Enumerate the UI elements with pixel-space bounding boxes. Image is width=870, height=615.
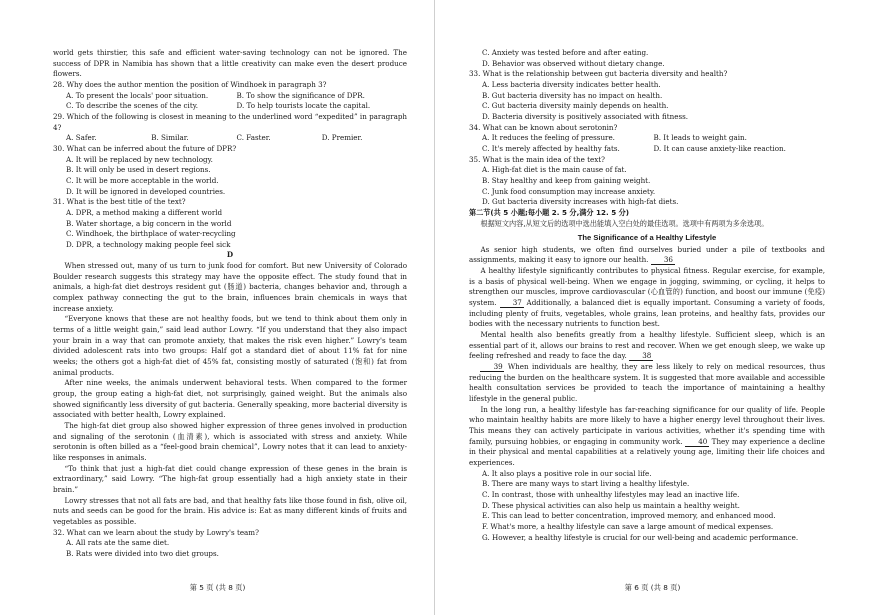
option-g: G. However, a healthy lifestyle is crucial for our well-being and academic performance. — [482, 532, 799, 542]
option-c: C. Faster. — [236, 133, 271, 143]
option-d: D. DPR, a technology making people feel sick — [66, 239, 231, 249]
option-b: B. Stay healthy and keep from gaining weight. — [482, 175, 651, 185]
question-stem: 28. Why does the author mention the position of Windhoek in paragraph 3? — [53, 79, 327, 89]
option-a: A. All rats ate the same diet. — [66, 538, 170, 548]
blank-40: 40 — [685, 437, 709, 447]
option-a: A. It also plays a positive role in our social life. — [482, 468, 652, 478]
option-c: C. Junk food consumption may increase anxiety. — [482, 186, 656, 196]
question-35 — [469, 155, 825, 208]
passage-d-paragraph: Lowry stresses that not all fats are bad, and that healthy fats like those found in fish, olive oil, nuts and seeds can be good for the brain. His advice is: Eat as many different kinds of fruits and vegetables as possible. — [53, 495, 407, 526]
right-page — [435, 0, 870, 615]
question-stem: 33. What is the relationship between gut bacteria diversity and health? — [469, 69, 728, 79]
option-d: D. Behavior was observed without dietary change. — [482, 58, 665, 68]
question-stem: 32. What can we learn about the study by Lowry's team? — [53, 527, 259, 537]
option-a: A. DPR, a method making a different world — [66, 207, 223, 217]
option-a: A. Safer. — [66, 133, 97, 143]
paragraph-text: Additionally, a balanced diet is equally important. Consuming a variety of foods, including plenty of fruits, vegetables, whole grains, lean proteins, and healthy fats, provides our bodies with the necessary nutrients to function best. — [469, 298, 825, 329]
option-c: C. It will be more acceptable in the world. — [66, 175, 219, 185]
paragraph-text: When individuals are healthy, they are less likely to rely on medical resources, thus reducing the burden on the healthcare system. It is suggested that more available and accessible health consultation services be provided to teach the importance of maintaining a healthy lifestyle in the general public. — [469, 362, 825, 403]
article-paragraph — [469, 245, 825, 266]
option-c: C. Anxiety was tested before and after eating. — [482, 48, 649, 57]
option-b: B. It leads to weight gain. — [653, 133, 747, 143]
section-2-instructions: 根据短文内容,从短文后的选项中选出能填入空白处的最佳选项。选项中有两项为多余选项。 — [480, 218, 769, 228]
paragraph-text: In the long run, a healthy lifestyle has far-reaching significance for our quality of life. People who maintain healthy habits are more likely to have a higher energy level throughout their lives. This means they can actively participate in various activities, whether it's spending time with family, pursuing hobbies, or engaging in community work. — [469, 404, 825, 446]
option-a: A. High-fat diet is the main cause of fat. — [482, 165, 627, 175]
question-30 — [53, 144, 407, 197]
page-number: 第 5 页 (共 8 页) — [189, 583, 246, 593]
option-d: D. Premier. — [321, 133, 363, 143]
option-c: C. To describe the scenes of the city. — [66, 101, 199, 111]
question-29 — [53, 112, 407, 144]
option-b: B. It will only be used in desert regions. — [66, 165, 211, 175]
passage-d-paragraph: After nine weeks, the animals underwent behavioral tests. When compared to the former group, the group eating a high-fat diet, not surprisingly, gained weight. But the animals also showed significantly less diversity of gut bacteria. Generally speaking, more bacterial diversity is associated with better health, Lowry explained. — [53, 378, 407, 420]
option-e: E. This can lead to better concentration, improved memory, and enhanced mood. — [482, 511, 776, 521]
question-33 — [469, 69, 825, 122]
article-paragraph — [469, 362, 825, 405]
option-c: C. In contrast, those with unhealthy lifestyles may lead an inactive life. — [482, 489, 740, 499]
blank-39: 39 — [480, 362, 504, 372]
option-a: A. To present the locals' poor situation. — [66, 90, 209, 100]
question-stem: 35. What is the main idea of the text? — [469, 154, 605, 164]
article-paragraph — [469, 266, 825, 330]
paragraph-text: A healthy lifestyle significantly contributes to physical fitness. Regular exercise, for example, is a basis of physical well-being. When we engage in jogging, swimming, or cycling, it helps to strengthen our muscles, improve cardiovascular (心血管的) function, and boost our immune (免疫) system. — [469, 266, 825, 308]
page-number: 第 6 页 (共 8 页) — [624, 583, 681, 593]
blank-36: 36 — [651, 255, 675, 265]
option-b: B. Similar. — [151, 133, 189, 143]
option-d: D. It can cause anxiety-like reaction. — [653, 143, 786, 153]
option-d: D. Bacteria diversity is positively associated with fitness. — [482, 111, 689, 121]
question-28 — [53, 80, 407, 112]
option-d: D. These physical activities can also help us maintain a healthy weight. — [482, 500, 740, 510]
question-stem: 29. Which of the following is closest in meaning to the underlined word “expedited” in paragraph 4? — [53, 111, 407, 132]
option-c: C. Gut bacteria diversity mainly depends on health. — [482, 101, 669, 111]
option-b: B. Water shortage, a big concern in the world — [66, 218, 232, 228]
question-stem: 31. What is the best title of the text? — [53, 197, 186, 207]
question-32 — [53, 528, 407, 560]
option-a: A. It will be replaced by new technology. — [66, 154, 213, 164]
option-b: B. To show the significance of DPR. — [236, 90, 365, 100]
section-2-heading: 第二节(共 5 小题;每小题 2. 5 分,满分 12. 5 分) — [469, 207, 630, 217]
option-f: F. What's more, a healthy lifestyle can save a large amount of medical expenses. — [482, 521, 774, 531]
option-b: B. There are many ways to start living a healthy lifestyle. — [482, 479, 690, 489]
option-d: D. Gut bacteria diversity increases with high-fat diets. — [482, 197, 679, 207]
option-a: A. Less bacteria diversity indicates better health. — [482, 79, 661, 89]
question-34 — [469, 123, 825, 155]
article-title: The Significance of a Healthy Lifestyle — [577, 233, 717, 243]
question-stem: 34. What can be known about serotonin? — [469, 122, 618, 132]
passage-d-paragraph: The high-fat diet group also showed higher expression of three genes involved in production and signaling of the serotonin (血清素), which is associated with stress and anxiety. While serotonin is often billed as a “feel-good brain chemical”, Lowry notes that it can lead to anxiety-like responses in animals. — [53, 420, 407, 462]
passage-d-paragraph: “To think that just a high-fat diet could change expression of these genes in the brain is extraordinary,” said Lowry. “The high-fat group essentially had a high anxiety state in their brain.” — [53, 463, 407, 494]
option-d: D. It will be ignored in developed countries. — [66, 186, 226, 196]
paragraph-text: Mental health also benefits greatly from a healthy lifestyle. Sufficient sleep, which is an essential part of it, allows our brains to rest and recover. When we get enough sleep, we wake up feeling refreshed and ready to face the day. — [469, 330, 825, 361]
option-c: C. Windhoek, the birthplace of water-recycling — [66, 229, 236, 239]
section-d-heading: D — [226, 250, 234, 260]
blank-38: 38 — [629, 351, 653, 361]
paragraph-text: They may experience a decline in their physical and mental capabilities at a relatively young age, limiting their life choices and experiences. — [469, 436, 825, 467]
article-paragraph — [469, 330, 825, 362]
article-paragraph — [469, 405, 825, 469]
paragraph-text: As senior high students, we often find ourselves buried under a pile of textbooks and assignments, making it easy to ignore our health. — [469, 244, 825, 265]
question-32-continued — [469, 48, 825, 69]
blank-37: 37 — [500, 298, 524, 308]
option-d: D. To help tourists locate the capital. — [236, 101, 371, 111]
passage-d-paragraph: “Everyone knows that these are not healthy foods, but we tend to think about them only in terms of a little weight gain,” said lead author Lowry. “If you understand that they also impact your brain in a way that can promote anxiety, that makes the risk even higher.” Lowry's team divided adolescent rats into two groups: Half got a standard diet of about 11% fat for nine weeks; the others got a high-fat diet of 45% fat, consisting mostly of saturated (饱和) fat from animal products. — [53, 314, 407, 377]
question-31 — [53, 197, 407, 250]
question-stem: 30. What can be inferred about the future of DPR? — [53, 143, 237, 153]
passage-d-paragraph: When stressed out, many of us turn to junk food for comfort. But new University of Colorado Boulder research suggests this strategy may have the opposite effect. The study found that in animals, a high-fat diet destroys resident gut (肠道) bacteria, changes behavior and, through a complex pathway connecting the gut to the brain, influences brain chemicals in ways that increase anxiety. — [53, 261, 407, 313]
option-c: C. It's merely affected by healthy fats. — [482, 143, 620, 153]
option-b: B. Rats were divided into two diet groups. — [66, 548, 219, 558]
answer-options — [469, 469, 825, 544]
option-a: A. It reduces the feeling of pressure. — [482, 133, 615, 143]
option-b: B. Gut bacteria diversity has no impact on health. — [482, 90, 663, 100]
passage-c-ending: world gets thirstier, this safe and efficient water-saving technology can not be ignored. The success of DPR in Namibia has shown that a little creativity can make even the desert produce flowers. — [53, 48, 407, 79]
